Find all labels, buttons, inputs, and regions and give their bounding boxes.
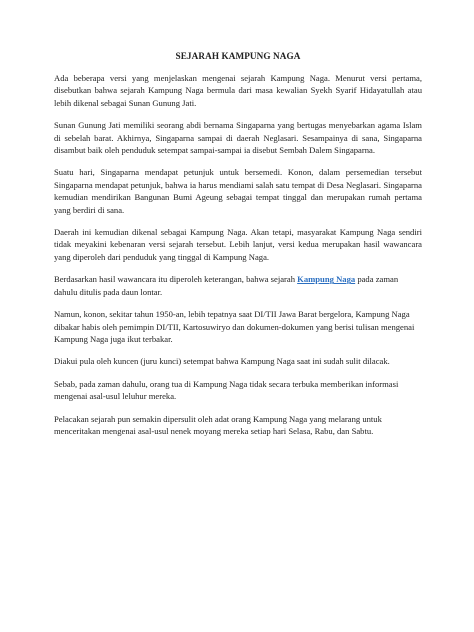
paragraph-6: Namun, konon, sekitar tahun 1950-an, lebih tepatnya saat DI/TII Jawa Barat bergelora, Kampung Naga dibakar habis oleh pemimpin DI/TII, Kartosuwiryo dan dokumen-dokumen yang berisi tulisan mengenai Kampung Naga juga ikut terbakar. [54,309,415,344]
paragraph-7: Diakui pula oleh kuncen (juru kunci) setempat bahwa Kampung Naga saat ini sudah sulit dilacak. [54,356,390,367]
document-page [54,50,422,447]
paragraph-5-text-after: pada zaman dahulu ditulis pada daun lontar. [54,274,399,297]
paragraph-3: Suatu hari, Singaparna mendapat petunjuk untuk bersemedi. Konon, dalam persemedian tersebut Singaparna mendapat petunjuk, bahwa ia harus mendiami salah satu tempat di Desa Neglasari. Singaparna kemudian mendirikan Bangunan Bumi Ageung sebagai tempat tinggal dan merupakan rumah pertama yang berdiri di sana. [54,167,422,215]
kampung-naga-link[interactable]: Kampung Naga [297,274,356,285]
paragraph-5 [54,273,422,298]
paragraph-9: Pelacakan sejarah pun semakin dipersulit oleh adat orang Kampung Naga yang melarang untuk menceritakan mengenai asal-usul nenek moyang mereka setiap hari Selasa, Rabu, dan Sabtu. [54,413,382,436]
paragraph-5-text-before: Berdasarkan hasil wawancara itu diperoleh keterangan, bahwa sejarah [54,274,298,285]
paragraph-1: Ada beberapa versi yang menjelaskan mengenai sejarah Kampung Naga. Menurut versi pertama, disebutkan bahwa sejarah Kampung Naga bermula dari masa kewalian Syekh Syarif Hidayatullah atau lebih dikenal sebagai Sunan Gunung Jati. [54,73,422,108]
document-title: SEJARAH KAMPUNG NAGA [175,51,301,61]
paragraph-2: Sunan Gunung Jati memiliki seorang abdi bernama Singaparna yang bertugas menyebarkan agama Islam di sebelah barat. Akhirnya, Singaparna sampai di daerah Neglasari. Sesampainya di sana, Singaparna disambut baik oleh penduduk setempat sampai-sampai ia disebut Sembah Dalem Singaparna. [54,120,422,156]
paragraph-8: Sebab, pada zaman dahulu, orang tua di Kampung Naga tidak secara terbuka memberikan informasi mengenai asal-usul leluhur mereka. [54,378,399,402]
paragraph-4: Daerah ini kemudian dikenal sebagai Kampung Naga. Akan tetapi, masyarakat Kampung Naga sendiri tidak meyakini kebenaran versi sejarah tersebut. Lebih lanjut, versi kedua merupakan hasil wawancara yang diperoleh dari penduduk yang tinggal di Kampung Naga. [54,227,422,262]
